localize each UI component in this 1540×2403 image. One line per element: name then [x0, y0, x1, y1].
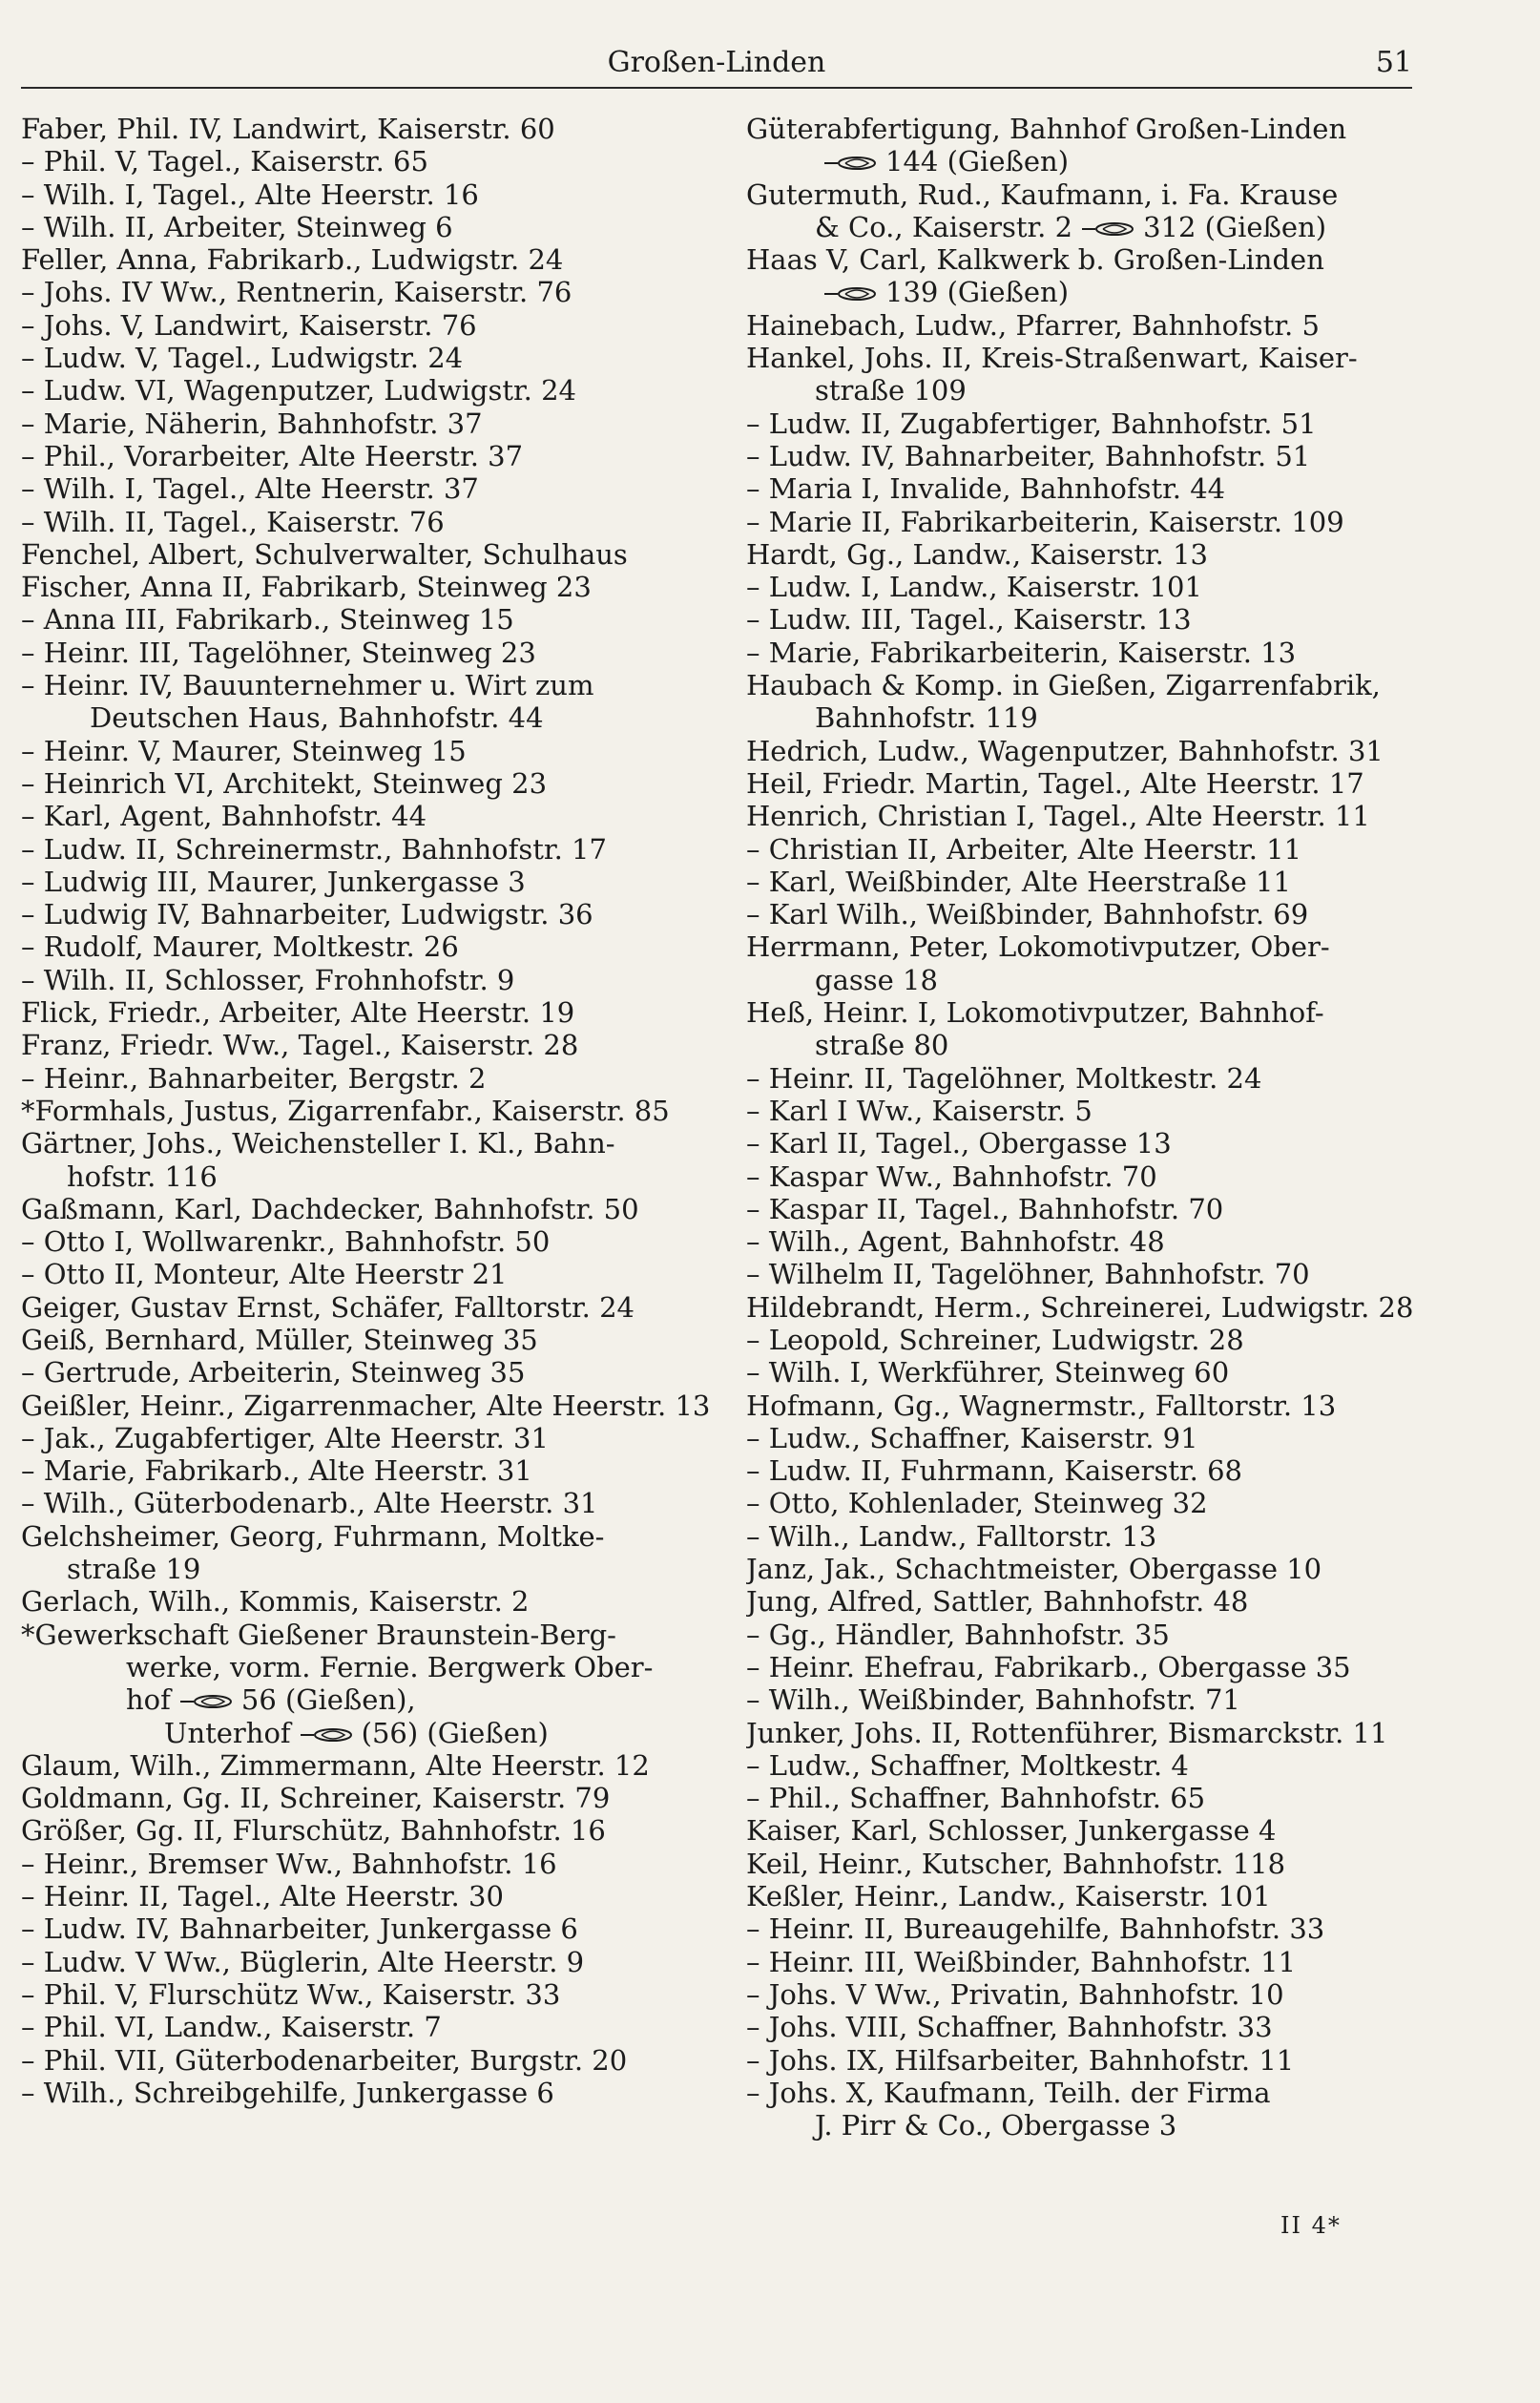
directory-entry [21, 472, 727, 505]
directory-entry [746, 1848, 1414, 1880]
telephone-number: 312 (Gießen) [1143, 210, 1327, 243]
signature-mark: II 4* [1280, 2212, 1342, 2239]
directory-entry [746, 571, 1414, 603]
entry-text: – Phil., Schaffner, Bahnhofstr. 65 [746, 1782, 1206, 1815]
directory-entry [746, 374, 1414, 407]
directory-entry [21, 1717, 727, 1749]
page-header [21, 46, 1412, 84]
directory-entry [21, 735, 727, 767]
entry-text: – Ludwig IV, Bahnarbeiter, Ludwigstr. 36 [21, 898, 593, 931]
directory-entry [21, 1683, 727, 1716]
telephone-icon [1080, 221, 1135, 237]
directory-entry [746, 964, 1414, 996]
telephone-number: 139 (Gießen) [885, 276, 1070, 309]
entry-text: – Jak., Zugabfertiger, Alte Heerstr. 31 [21, 1421, 549, 1454]
entry-text: Keil, Heinr., Kutscher, Bahnhofstr. 118 [746, 1847, 1286, 1880]
entry-text: – Wilh. II, Schlosser, Frohnhofstr. 9 [21, 963, 515, 996]
directory-entry [746, 2077, 1414, 2109]
directory-entry [21, 571, 727, 603]
entry-text: – Wilh., Weißbinder, Bahnhofstr. 71 [746, 1683, 1240, 1717]
directory-entry [746, 1324, 1414, 1356]
directory-entry [746, 2044, 1414, 2077]
column-right [746, 113, 1414, 2142]
entry-text: – Phil. V, Tagel., Kaiserstr. 65 [21, 145, 428, 178]
directory-entry [746, 1946, 1414, 1978]
entry-text: – Marie II, Fabrikarbeiterin, Kaiserstr. 109 [746, 505, 1344, 538]
directory-entry [746, 1062, 1414, 1095]
directory-entry [21, 342, 727, 374]
directory-entry [746, 1553, 1414, 1585]
directory-entry [21, 1814, 727, 1847]
directory-entry [21, 603, 727, 636]
entry-text: – Wilh., Schreibgehilfe, Junkergasse 6 [21, 2076, 554, 2109]
directory-entry [21, 211, 727, 243]
entry-text: gasse 18 [815, 963, 938, 996]
directory-entry [746, 1160, 1414, 1193]
telephone-number: 56 (Gießen), [240, 1683, 416, 1717]
directory-entry [21, 930, 727, 963]
directory-entry [21, 1225, 727, 1258]
entry-text: straße 19 [67, 1553, 201, 1586]
directory-entry [21, 1390, 727, 1422]
directory-entry [746, 800, 1414, 832]
directory-entry [21, 276, 727, 308]
entry-text: Glaum, Wilh., Zimmermann, Alte Heerstr. 12 [21, 1748, 650, 1782]
directory-entry [746, 1095, 1414, 1127]
entry-text: – Ludw. III, Tagel., Kaiserstr. 13 [746, 603, 1192, 637]
entry-text: – Karl II, Tagel., Obergasse 13 [746, 1127, 1172, 1160]
directory-entry [746, 603, 1414, 636]
directory-entry [746, 1422, 1414, 1454]
header-rule [21, 87, 1412, 89]
entry-text: – Karl Wilh., Weißbinder, Bahnhofstr. 69 [746, 898, 1309, 931]
directory-entry [21, 1454, 727, 1487]
directory-entry [746, 1651, 1414, 1683]
directory-entry [746, 407, 1414, 440]
directory-entry [746, 211, 1414, 243]
directory-entry [21, 1619, 727, 1651]
directory-entry [21, 1487, 727, 1519]
entry-text: Gaßmann, Karl, Dachdecker, Bahnhofstr. 50 [21, 1192, 639, 1225]
directory-entry [21, 1553, 727, 1585]
entry-text: *Formhals, Justus, Zigarrenfabr., Kaiserstr. 85 [21, 1094, 670, 1127]
directory-entry [746, 1619, 1414, 1651]
entry-text: – Otto I, Wollwarenkr., Bahnhofstr. 50 [21, 1225, 551, 1259]
directory-entry [21, 1749, 727, 1782]
entry-text: – Karl I Ww., Kaiserstr. 5 [746, 1094, 1093, 1127]
directory-entry [21, 1258, 727, 1290]
entry-text: – Marie, Näherin, Bahnhofstr. 37 [21, 407, 483, 440]
entry-text: – Ludwig III, Maurer, Junkergasse 3 [21, 865, 526, 898]
entry-text: hofstr. 116 [67, 1160, 218, 1193]
directory-entry [21, 1978, 727, 2011]
directory-entry [746, 538, 1414, 571]
directory-entry [746, 2011, 1414, 2043]
entry-text: Flick, Friedr., Arbeiter, Alte Heerstr. 19 [21, 996, 575, 1030]
entry-text: Hedrich, Ludw., Wagenputzer, Bahnhofstr. 31 [746, 734, 1384, 767]
entry-text: – Ludw. IV, Bahnarbeiter, Junkergasse 6 [21, 1912, 578, 1946]
entry-text: – Johs. VIII, Schaffner, Bahnhofstr. 33 [746, 2011, 1273, 2044]
entry-text: Franz, Friedr. Ww., Tagel., Kaiserstr. 28 [21, 1029, 579, 1062]
directory-entry [746, 930, 1414, 963]
directory-entry [746, 1683, 1414, 1716]
entry-text: – Johs. V, Landwirt, Kaiserstr. 76 [21, 308, 477, 342]
directory-entry [21, 374, 727, 407]
entry-text: – Wilh. II, Arbeiter, Steinweg 6 [21, 210, 453, 243]
directory-entry [746, 1880, 1414, 1912]
entry-text: – Kaspar II, Tagel., Bahnhofstr. 70 [746, 1192, 1224, 1225]
directory-entry [21, 1095, 727, 1127]
telephone-icon [822, 286, 878, 302]
entry-text: Deutschen Haus, Bahnhofstr. 44 [90, 701, 544, 735]
entry-text: – Maria I, Invalide, Bahnhofstr. 44 [746, 472, 1226, 506]
entry-text: Gelchsheimer, Georg, Fuhrmann, Moltke- [21, 1519, 605, 1553]
directory-entry [746, 342, 1414, 374]
entry-text: – Heinr. III, Weißbinder, Bahnhofstr. 11 [746, 1945, 1297, 1978]
directory-entry [746, 1782, 1414, 1814]
directory-entry [21, 2011, 727, 2043]
entry-text: – Wilh., Landw., Falltorstr. 13 [746, 1519, 1157, 1553]
entry-text: – Johs. IX, Hilfsarbeiter, Bahnhofstr. 11 [746, 2043, 1295, 2077]
directory-entry [21, 701, 727, 734]
entry-text: – Leopold, Schreiner, Ludwigstr. 28 [746, 1323, 1244, 1356]
telephone-icon [299, 1727, 354, 1743]
entry-text: – Otto, Kohlenlader, Steinweg 32 [746, 1487, 1208, 1520]
entry-text: – Wilh., Güterbodenarb., Alte Heerstr. 31 [21, 1487, 598, 1520]
telephone-icon [178, 1694, 234, 1709]
directory-entry [746, 701, 1414, 734]
entry-text: Güterabfertigung, Bahnhof Großen-Linden [746, 113, 1347, 145]
directory-entry [746, 1912, 1414, 1945]
entry-text: – Heinr. II, Tagel., Alte Heerstr. 30 [21, 1880, 504, 1913]
entry-text: werke, vorm. Fernie. Bergwerk Ober- [126, 1650, 654, 1683]
entry-text: – Kaspar Ww., Bahnhofstr. 70 [746, 1160, 1157, 1193]
entry-text: – Christian II, Arbeiter, Alte Heerstr. 11 [746, 832, 1302, 866]
directory-entry [21, 1880, 727, 1912]
directory-entry [746, 996, 1414, 1029]
entry-text: – Wilh. I, Tagel., Alte Heerstr. 37 [21, 472, 479, 506]
entry-text: – Gg., Händler, Bahnhofstr. 35 [746, 1618, 1170, 1651]
directory-entry [746, 1454, 1414, 1487]
directory-entry [746, 1193, 1414, 1225]
directory-entry [746, 276, 1414, 308]
entry-text: – Wilhelm II, Tagelöhner, Bahnhofstr. 70 [746, 1258, 1310, 1291]
entry-text: – Heinr. II, Bureaugehilfe, Bahnhofstr. 33 [746, 1912, 1325, 1946]
entry-text: – Ludw. IV, Bahnarbeiter, Bahnhofstr. 51 [746, 439, 1311, 472]
directory-entry [21, 145, 727, 178]
directory-entry [746, 1390, 1414, 1422]
directory-entry [21, 1585, 727, 1618]
entry-text: – Wilh. I, Tagel., Alte Heerstr. 16 [21, 178, 479, 211]
directory-entry [21, 833, 727, 866]
directory-entry [746, 1356, 1414, 1389]
entry-text: – Otto II, Monteur, Alte Heerstr 21 [21, 1258, 508, 1291]
entry-text: – Wilh., Agent, Bahnhofstr. 48 [746, 1225, 1165, 1259]
directory-entry [746, 1520, 1414, 1553]
directory-entry [21, 1782, 727, 1814]
entry-text: – Ludw. V, Tagel., Ludwigstr. 24 [21, 342, 464, 375]
entry-text: straße 80 [815, 1029, 949, 1062]
entry-text: Haas V, Carl, Kalkwerk b. Großen-Linden [746, 243, 1324, 277]
entry-text: Junker, Johs. II, Rottenführer, Bismarckstr. 11 [746, 1716, 1388, 1749]
entry-text: – Wilh. I, Werkführer, Steinweg 60 [746, 1356, 1230, 1390]
entry-text: – Marie, Fabrikarbeiterin, Kaiserstr. 13 [746, 636, 1297, 669]
directory-entry [21, 637, 727, 669]
directory-entry [746, 1978, 1414, 2011]
directory-entry [21, 1912, 727, 1945]
directory-entry [21, 113, 727, 145]
directory-entry [21, 898, 727, 930]
directory-entry [21, 2077, 727, 2109]
directory-entry [746, 767, 1414, 800]
directory-entry [21, 440, 727, 472]
directory-entry [21, 1520, 727, 1553]
directory-entry [746, 1029, 1414, 1061]
directory-entry [746, 113, 1414, 145]
directory-entry [21, 1029, 727, 1061]
entry-text: Hildebrandt, Herm., Schreinerei, Ludwigstr. 28 [746, 1290, 1414, 1324]
entry-text: Haubach & Komp. in Gießen, Zigarrenfabrik, [746, 669, 1381, 702]
entry-text: *Gewerkschaft Gießener Braunstein-Berg- [21, 1618, 616, 1651]
telephone-number: (56) (Gießen) [361, 1716, 549, 1749]
directory-entry [746, 833, 1414, 866]
directory-entry [21, 2044, 727, 2077]
directory-entry [21, 178, 727, 211]
entry-text: Feller, Anna, Fabrikarb., Ludwigstr. 24 [21, 243, 564, 277]
entry-text: Bahnhofstr. 119 [815, 701, 1038, 735]
entry-text: Heil, Friedr. Martin, Tagel., Alte Heerstr. 17 [746, 766, 1364, 800]
entry-text: Fenchel, Albert, Schulverwalter, Schulhaus [21, 537, 628, 571]
entry-text: – Phil. VI, Landw., Kaiserstr. 7 [21, 2011, 442, 2044]
telephone-icon [822, 156, 878, 171]
directory-entry [21, 996, 727, 1029]
directory-entry [21, 1356, 727, 1389]
entry-text: Faber, Phil. IV, Landwirt, Kaiserstr. 60 [21, 113, 555, 145]
entry-text: – Ludw., Schaffner, Kaiserstr. 91 [746, 1421, 1198, 1454]
directory-entry [21, 1848, 727, 1880]
directory-entry [746, 1814, 1414, 1847]
directory-entry [21, 1193, 727, 1225]
entry-text: Heß, Heinr. I, Lokomotivputzer, Bahnhof- [746, 996, 1324, 1030]
directory-entry [21, 243, 727, 276]
entry-text: – Wilh. II, Tagel., Kaiserstr. 76 [21, 505, 445, 538]
entry-text: – Ludw. V Ww., Büglerin, Alte Heerstr. 9 [21, 1945, 585, 1978]
entry-text: J. Pirr & Co., Obergasse 3 [815, 2109, 1177, 2142]
entry-text: straße 109 [815, 374, 967, 407]
column-left [21, 113, 727, 2109]
directory-entry [21, 866, 727, 898]
directory-entry [21, 1127, 727, 1160]
entry-text: – Heinr., Bremser Ww., Bahnhofstr. 16 [21, 1847, 557, 1880]
entry-text: Gutermuth, Rud., Kaufmann, i. Fa. Krause [746, 178, 1339, 211]
entry-text: Gärtner, Johs., Weichensteller I. Kl., Bahn- [21, 1127, 615, 1160]
entry-text: Größer, Gg. II, Flurschütz, Bahnhofstr. 16 [21, 1814, 606, 1848]
entry-text: & Co., Kaiserstr. 2 [815, 210, 1073, 243]
entry-text: – Phil. V, Flurschütz Ww., Kaiserstr. 33 [21, 1977, 561, 2011]
directory-entry [746, 1127, 1414, 1160]
entry-text: – Johs. X, Kaufmann, Teilh. der Firma [746, 2076, 1271, 2109]
entry-text: Hankel, Johs. II, Kreis-Straßenwart, Kaiser- [746, 342, 1358, 375]
directory-entry [746, 735, 1414, 767]
entry-text: Kaiser, Karl, Schlosser, Junkergasse 4 [746, 1814, 1277, 1848]
entry-text: – Heinr. V, Maurer, Steinweg 15 [21, 734, 467, 767]
entry-text: – Johs. V Ww., Privatin, Bahnhofstr. 10 [746, 1977, 1284, 2011]
directory-entry [21, 800, 727, 832]
entry-text: Hardt, Gg., Landw., Kaiserstr. 13 [746, 537, 1208, 571]
entry-text: Geißler, Heinr., Zigarrenmacher, Alte Heerstr. 13 [21, 1389, 711, 1422]
directory-entry [21, 1291, 727, 1324]
entry-text: – Ludw. II, Fuhrmann, Kaiserstr. 68 [746, 1454, 1242, 1488]
entry-text: Hainebach, Ludw., Pfarrer, Bahnhofstr. 5 [746, 308, 1320, 342]
directory-entry [746, 178, 1414, 211]
entry-text: – Ludw. II, Zugabfertiger, Bahnhofstr. 51 [746, 407, 1317, 440]
directory-entry [21, 1946, 727, 1978]
directory-entry [746, 669, 1414, 701]
directory-entry [746, 866, 1414, 898]
directory-entry [746, 506, 1414, 538]
entry-text: – Heinrich VI, Architekt, Steinweg 23 [21, 766, 548, 800]
entry-text: Fischer, Anna II, Fabrikarb, Steinweg 23 [21, 571, 592, 604]
entry-text: – Anna III, Fabrikarb., Steinweg 15 [21, 603, 514, 637]
entry-text: Herrmann, Peter, Lokomotivputzer, Ober- [746, 930, 1330, 964]
entry-text: Hofmann, Gg., Wagnermstr., Falltorstr. 13 [746, 1389, 1337, 1422]
directory-entry [21, 538, 727, 571]
entry-text: Unterhof [164, 1716, 291, 1749]
entry-text: – Heinr. IV, Bauunternehmer u. Wirt zum [21, 669, 594, 702]
running-head: Großen-Linden [607, 46, 826, 79]
entry-text: Geiger, Gustav Ernst, Schäfer, Falltorstr. 24 [21, 1290, 635, 1324]
entry-text: – Heinr. Ehefrau, Fabrikarb., Obergasse 35 [746, 1650, 1351, 1683]
entry-text: – Karl, Agent, Bahnhofstr. 44 [21, 800, 427, 833]
directory-entry [746, 1749, 1414, 1782]
directory-entry [21, 506, 727, 538]
directory-entry [21, 1651, 727, 1683]
directory-entry [746, 2109, 1414, 2142]
entry-text: – Ludw. I, Landw., Kaiserstr. 101 [746, 571, 1202, 604]
entry-text: Goldmann, Gg. II, Schreiner, Kaiserstr. 79 [21, 1782, 611, 1815]
entry-text: Keßler, Heinr., Landw., Kaiserstr. 101 [746, 1880, 1271, 1913]
entry-text: – Rudolf, Maurer, Moltkestr. 26 [21, 930, 459, 964]
directory-entry [21, 1324, 727, 1356]
directory-entry [746, 145, 1414, 178]
entry-text: hof [126, 1683, 171, 1717]
directory-entry [21, 767, 727, 800]
entry-text: Geiß, Bernhard, Müller, Steinweg 35 [21, 1323, 538, 1356]
entry-text: Jung, Alfred, Sattler, Bahnhofstr. 48 [746, 1585, 1249, 1619]
directory-entry [21, 309, 727, 342]
directory-entry [21, 669, 727, 701]
directory-entry [746, 1717, 1414, 1749]
entry-text: – Phil. VII, Güterbodenarbeiter, Burgstr. 20 [21, 2043, 628, 2077]
entry-text: Henrich, Christian I, Tagel., Alte Heerstr. 11 [746, 800, 1370, 833]
directory-entry [746, 1585, 1414, 1618]
entry-text: – Ludw. VI, Wagenputzer, Ludwigstr. 24 [21, 374, 577, 407]
entry-text: – Phil., Vorarbeiter, Alte Heerstr. 37 [21, 439, 524, 472]
entry-text: – Johs. IV Ww., Rentnerin, Kaiserstr. 76 [21, 276, 572, 309]
entry-text: Janz, Jak., Schachtmeister, Obergasse 10 [746, 1553, 1322, 1586]
directory-entry [746, 309, 1414, 342]
directory-entry [746, 440, 1414, 472]
directory-entry [21, 1160, 727, 1193]
directory-entry [21, 1062, 727, 1095]
entry-text: – Ludw. II, Schreinermstr., Bahnhofstr. 17 [21, 832, 607, 866]
entry-text: – Gertrude, Arbeiterin, Steinweg 35 [21, 1356, 526, 1390]
entry-text: – Heinr., Bahnarbeiter, Bergstr. 2 [21, 1061, 487, 1095]
directory-entry [746, 1225, 1414, 1258]
directory-entry [746, 1487, 1414, 1519]
directory-entry [746, 1291, 1414, 1324]
page-number: 51 [1375, 46, 1412, 79]
entry-text: Gerlach, Wilh., Kommis, Kaiserstr. 2 [21, 1585, 530, 1619]
entry-text: – Heinr. III, Tagelöhner, Steinweg 23 [21, 636, 536, 669]
directory-entry [746, 898, 1414, 930]
telephone-number: 144 (Gießen) [885, 145, 1070, 178]
entry-text: – Heinr. II, Tagelöhner, Moltkestr. 24 [746, 1061, 1262, 1095]
directory-entry [21, 1422, 727, 1454]
directory-entry [746, 472, 1414, 505]
directory-entry [746, 243, 1414, 276]
entry-text: – Ludw., Schaffner, Moltkestr. 4 [746, 1748, 1189, 1782]
directory-entry [746, 1258, 1414, 1290]
directory-entry [21, 964, 727, 996]
entry-text: – Marie, Fabrikarb., Alte Heerstr. 31 [21, 1454, 532, 1488]
directory-entry [746, 637, 1414, 669]
entry-text: – Karl, Weißbinder, Alte Heerstraße 11 [746, 865, 1291, 898]
directory-entry [21, 407, 727, 440]
